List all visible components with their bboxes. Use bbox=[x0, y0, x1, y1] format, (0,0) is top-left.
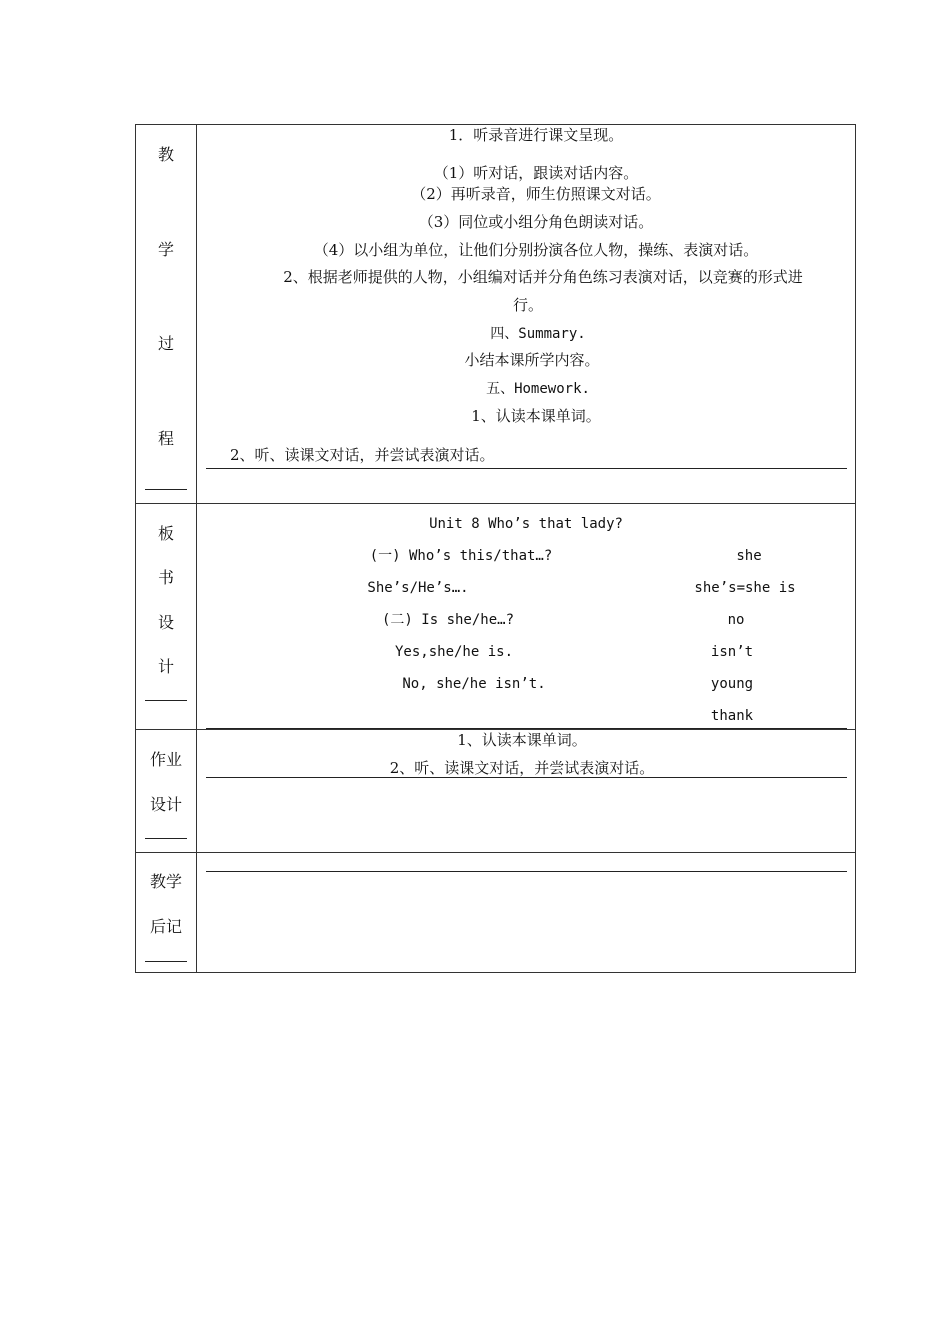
board-left-line: (一) Who’s this/that…? bbox=[369, 548, 553, 564]
process-line: 2、听、读课文对话，并尝试表演对话。 bbox=[230, 446, 495, 464]
process-line: （2）再听录音，师生仿照课文对话。 bbox=[411, 185, 661, 203]
answer-line bbox=[206, 777, 847, 778]
board-left-line: She’s/He’s…. bbox=[367, 580, 469, 596]
process-line: （1）听对话，跟读对话内容。 bbox=[433, 164, 639, 182]
board-left-line: Yes,she/he is. bbox=[394, 644, 514, 660]
process-line: （3）同位或小组分角色朗读对话。 bbox=[418, 213, 654, 231]
notes-label-line-1: 教学 bbox=[149, 872, 183, 891]
row-divider-3 bbox=[136, 852, 855, 853]
lesson-plan-table bbox=[135, 124, 856, 973]
answer-line bbox=[206, 871, 847, 872]
process-line: 1．听录音进行课文呈现。 bbox=[448, 126, 624, 144]
row-divider-1 bbox=[136, 503, 855, 504]
column-divider bbox=[196, 125, 197, 972]
process-line: 五、Homework. bbox=[486, 381, 590, 397]
homework-line: 1、认读本课单词。 bbox=[457, 731, 587, 749]
board-label-char-4: 计 bbox=[157, 657, 175, 676]
board-right-word: thank bbox=[710, 708, 754, 724]
board-left-line: No, she/he isn’t. bbox=[402, 676, 546, 692]
board-label-char-2: 书 bbox=[157, 568, 175, 587]
process-line: 2、根据老师提供的人物，小组编对话并分角色练习表演对话，以竞赛的形式进 bbox=[283, 268, 803, 286]
board-right-word: she’s=she is bbox=[694, 580, 796, 596]
homework-line: 2、听、读课文对话，并尝试表演对话。 bbox=[389, 759, 655, 777]
process-label-char-3: 过 bbox=[157, 334, 175, 353]
board-right-word: she bbox=[736, 548, 762, 564]
process-line: （4）以小组为单位，让他们分别扮演各位人物，操练、表演对话。 bbox=[313, 241, 759, 259]
process-line: 小结本课所学内容。 bbox=[464, 351, 600, 369]
label-underline bbox=[145, 700, 187, 701]
board-label-char-1: 板 bbox=[157, 524, 175, 543]
label-underline bbox=[145, 838, 187, 839]
label-underline bbox=[145, 489, 187, 490]
label-underline bbox=[145, 961, 187, 962]
homework-label-line-2: 设计 bbox=[149, 795, 183, 814]
board-right-word: no bbox=[727, 612, 745, 628]
process-label-char-2: 学 bbox=[157, 240, 175, 259]
board-right-word: young bbox=[710, 676, 754, 692]
process-line: 1、认读本课单词。 bbox=[471, 407, 601, 425]
board-left-line: (二) Is she/he…? bbox=[381, 612, 515, 628]
process-label-char-4: 程 bbox=[157, 429, 175, 448]
process-label-char-1: 教 bbox=[157, 145, 175, 164]
answer-line bbox=[206, 468, 847, 469]
row-divider-2 bbox=[136, 729, 855, 730]
homework-label-line-1: 作业 bbox=[149, 750, 183, 769]
board-right-word: isn’t bbox=[710, 644, 754, 660]
board-title: Unit 8 Who’s that lady? bbox=[429, 516, 623, 532]
process-line: 四、Summary. bbox=[490, 326, 586, 342]
notes-label-line-2: 后记 bbox=[149, 917, 183, 936]
process-line: 行。 bbox=[512, 296, 544, 314]
board-label-char-3: 设 bbox=[157, 613, 175, 632]
answer-line bbox=[206, 728, 847, 729]
